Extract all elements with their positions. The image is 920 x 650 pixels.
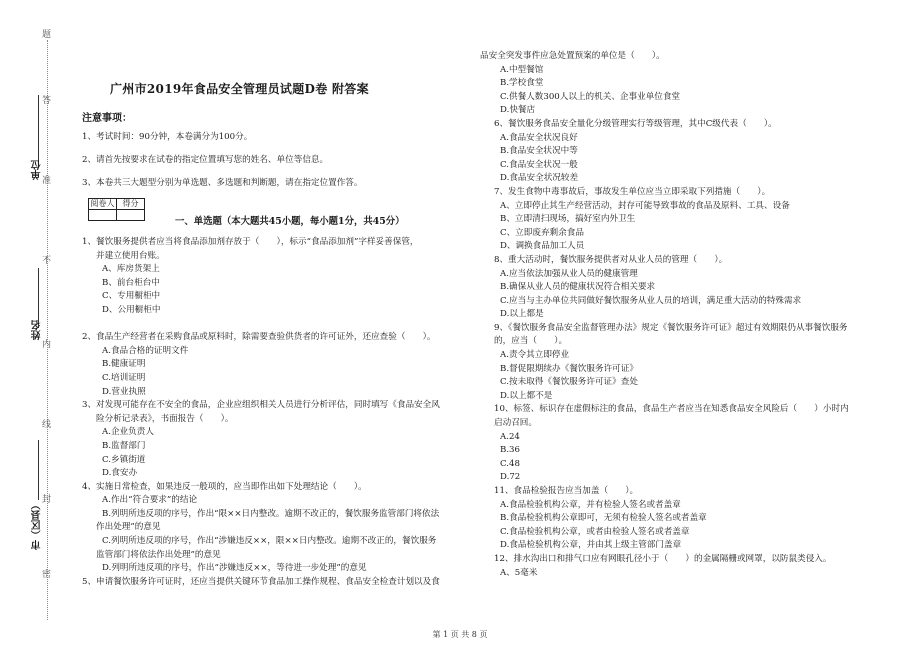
question-line: A、立即停止其生产经营活动，封存可能导致事故的食品及原料、工具、设备 [500,200,790,211]
question-line: B.列明所违反项的序号，作出“限××日内整改。逾期不改正的，餐饮服务监管部门将依法 [102,508,440,519]
question-line: D.列明所违反项的序号，作出“涉嫌违反××，等待进一步处理”的意见 [102,563,367,574]
exam-title: 广州市2019年食品安全管理员试题D卷 附答案 [110,82,369,96]
question-line: 2、食品生产经营者在采购食品或原料时，除需要查验供货者的许可证外，还应查验（ ）。 [82,332,436,343]
question-line: B.确保从业人员的健康状况符合相关要求 [500,282,656,293]
question-line: D.快餐店 [500,105,536,116]
question-line: 6、餐饮服务食品安全量化分级管理实行等级管理，其中C级代表（ ）。 [494,118,777,129]
note-item: 1、考试时间：90分钟，本卷满分为100分。 [82,132,253,142]
question-line: D.食品检验机构公章，并由其上级主管部门盖章 [500,540,682,551]
question-line: B.督促限期续办《餐饮服务许可证》 [500,363,638,374]
question-line: B.学校食堂 [500,78,544,89]
question-line: D、调换食品加工人员 [500,241,585,252]
binding-margin [0,0,70,650]
district-label: 市（区县） [32,500,43,550]
question-line: C.乡镇街道 [102,454,146,465]
grader-cell [89,210,117,221]
note-item: 2、请首先按要求在试卷的指定位置填写您的姓名、单位等信息。 [82,155,329,165]
page-footer: 第 1 页 共 8 页 [432,630,488,639]
question-line: B.监督部门 [102,440,146,451]
question-line: 5、申请餐饮服务许可证时，还应当提供关键环节食品加工操作规程、食品安全检查计划以及食 [82,576,440,587]
question-line: C、专用橱柜中 [102,291,161,302]
question-line: B.食品安全状况中等 [500,146,578,157]
name-label: 姓名 [32,320,43,340]
margin-char: 内 [42,340,52,350]
question-line: 12、排水沟出口和排气口应有网眼孔径小于（ ）的金属隔栅或网罩，以防鼠类侵入。 [494,553,832,564]
question-line: 作出处理”的意见 [96,522,161,533]
question-line: D.食安办 [102,468,138,479]
question-line: 品安全突发事件应急处置预案的单位是（ ）。 [480,51,665,61]
question-line: A.作出“符合要求”的结论 [102,495,198,506]
question-line: 1、餐饮服务提供者应当将食品添加剂存放于（ ），标示“食品添加剂”字样妥善保管， [82,237,419,247]
question-line: 11、食品检验报告应当加盖（ ）。 [494,486,639,496]
question-line: C.食品安全状况一般 [500,159,578,170]
score-cell [117,210,145,221]
question-line: B.食品检验机构公章即可，无须有检验人签名或者盖章 [500,513,707,524]
question-line: 并建立使用台账。 [96,250,165,261]
question-line: A.食品检验机构公章，并有检验人签名或者盖章 [500,499,681,510]
question-line: A.24 [500,431,520,442]
question-line: A.企业负责人 [102,427,154,438]
question-line: 的，应当（ ）。 [494,336,568,347]
left-question-column [82,236,480,589]
question-line: D、公用橱柜中 [102,304,161,315]
question-line: D.营业执照 [102,386,146,397]
question-line: 监管部门将依法作出处理”的意见 [96,549,221,560]
question-line: B、前台柜台中 [102,277,160,288]
margin-char: 准 [42,176,52,186]
question-line: 启动召回。 [494,418,537,429]
question-line: D.以上都不是 [500,390,553,401]
score-table [88,198,145,221]
unit-label: 单位 [32,160,43,180]
question-line: C.应当与主办单位共同做好餐饮服务从业人员的培训，满足重大活动的特殊需求 [500,295,802,306]
question-line: A.食品安全状况良好 [500,132,578,143]
grader-header: 阅卷人 [90,199,115,208]
question-line: C.培训证明 [102,372,146,383]
margin-char: 线 [42,420,52,430]
question-line: 10、标签、标识存在虚假标注的食品，食品生产者应当在知悉食品安全风险后（ ）小时内 [494,404,849,415]
question-line: B.36 [500,445,520,456]
question-line: B.健康证明 [102,359,146,370]
notes-heading: 注意事项： [82,113,132,124]
unit-fill-line [38,95,39,165]
question-line: C.按未取得《餐饮服务许可证》查处 [500,377,638,388]
name-fill-line [38,268,39,328]
question-line: D.以上都是 [500,309,544,320]
margin-char: 题 [42,30,52,40]
question-line: 8、重大活动时，餐饮服务提供者对从业人员的管理（ ）。 [494,254,728,265]
question-line: A、库房货架上 [102,264,160,275]
question-line: A.应当依法加强从业人员的健康管理 [500,268,638,279]
question-line: 9、《餐饮服务食品安全监督管理办法》规定《餐饮服务许可证》超过有效期限仍从事餐饮服务 [494,322,848,333]
seal-dotted-line [47,40,48,620]
question-line: C.48 [500,458,520,469]
margin-char: 封 [42,495,52,505]
note-item: 3、本卷共三大题型分别为单选题、多选题和判断题，请在指定位置作答。 [82,178,363,188]
section-heading: 一、单选题（本大题共45小题，每小题1分，共45分） [175,216,405,227]
district-fill-line [38,440,39,500]
question-line: 4、实施日常检查，如果违反一般项的，应当即作出如下处理结论（ ）。 [82,481,367,492]
question-line: 3、对发现可能存在不安全的食品，企业应组织相关人员进行分析评估，同时填写《食品安全风 [82,400,440,411]
question-line: D.72 [500,472,521,483]
question-line: C.列明所违反项的序号，作出“涉嫌违反××，限××日内整改。逾期不改正的，餐饮服务 [102,536,437,547]
question-line: A.责令其立即停业 [500,350,570,361]
margin-char: 答 [42,96,52,106]
margin-char: 不 [42,256,52,266]
question-line: C.供餐人数300人以上的机关、企事业单位食堂 [500,91,681,102]
question-line: A.中型餐馆 [500,64,544,75]
question-line: B、立即清扫现场，搞好室内外卫生 [500,214,636,225]
right-question-column [480,50,898,580]
score-header: 得分 [117,199,145,210]
question-line: 险分析记录表》，书面报告（ ）。 [96,413,234,424]
margin-char: 密 [42,570,52,580]
question-line: C、立即废弃剩余食品 [500,227,584,238]
question-line: A.食品合格的证明文件 [102,345,189,356]
question-line: A、5毫米 [500,567,538,578]
question-line: 7、发生食物中毒事故后，事故发生单位应当立即采取下列措施（ ）。 [494,186,771,197]
question-line: C.食品检验机构公章，或者由检验人签名或者盖章 [500,526,690,537]
question-line [82,318,480,332]
question-line: D.食品安全状况较差 [500,173,579,184]
